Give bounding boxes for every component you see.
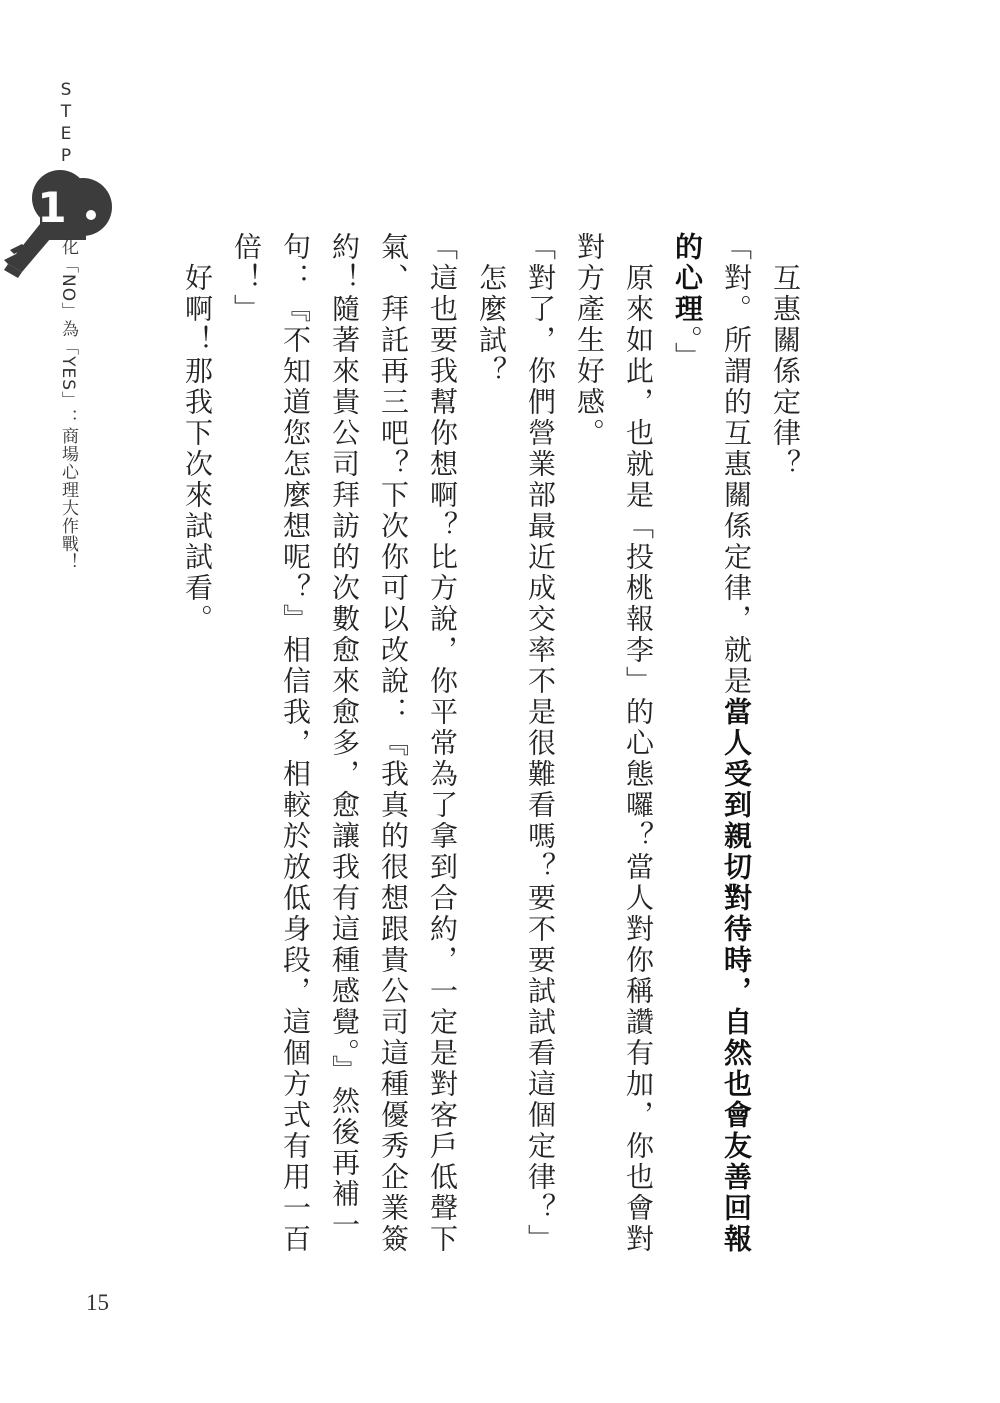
- paragraph-text: 怎麼試？: [475, 262, 508, 387]
- paragraph-text: 「對了，你們營業部最近成交率不是很難看嗎？要不要試試看這個定律？」: [524, 232, 557, 1255]
- paragraph-text: 好啊！那我下次來試試看。: [181, 262, 214, 635]
- paragraph: [663, 232, 761, 1272]
- paragraph-text: 「對。所謂的互惠關係定律，就是: [720, 232, 753, 697]
- paragraph: [467, 232, 516, 1272]
- paragraph: [565, 232, 663, 1272]
- paragraph: [516, 232, 565, 1272]
- paragraph: [761, 232, 810, 1272]
- paragraph-text: 「這也要我幫你想啊？比方說，你平常為了拿到合約，一定是對客戶低聲下氣、拜託再三吧？下次你可以改說：『我真的很想跟貴公司這種優秀企業簽約！隨著來貴公司拜訪的次數愈來愈多，愈讓我有這種感覺。』然後再補一句：『不知道您怎麼想呢？』相信我，相較於放低身段，這個方式有用一百倍！」: [230, 232, 459, 1255]
- emphasis-text: 當人受到親切對待時，自然也會友善回報的心理: [671, 232, 753, 1255]
- chapter-title: 化「NO」為「YES」：商場心理大作戰！: [58, 238, 78, 572]
- paragraph-text: 互惠關係定律？: [769, 262, 802, 480]
- paragraph-text: 原來如此，也就是「投桃報李」的心態囉？當人對你稱讚有加，你也會對對方產生好感。: [573, 232, 655, 1255]
- paragraph-text: 。」: [671, 325, 704, 373]
- body-text: [181, 232, 810, 1272]
- step-label: STEP: [56, 80, 76, 168]
- paragraph: [173, 232, 222, 1272]
- step-number: 1: [37, 183, 67, 232]
- page-number: 15: [86, 1290, 109, 1315]
- paragraph: [222, 232, 467, 1272]
